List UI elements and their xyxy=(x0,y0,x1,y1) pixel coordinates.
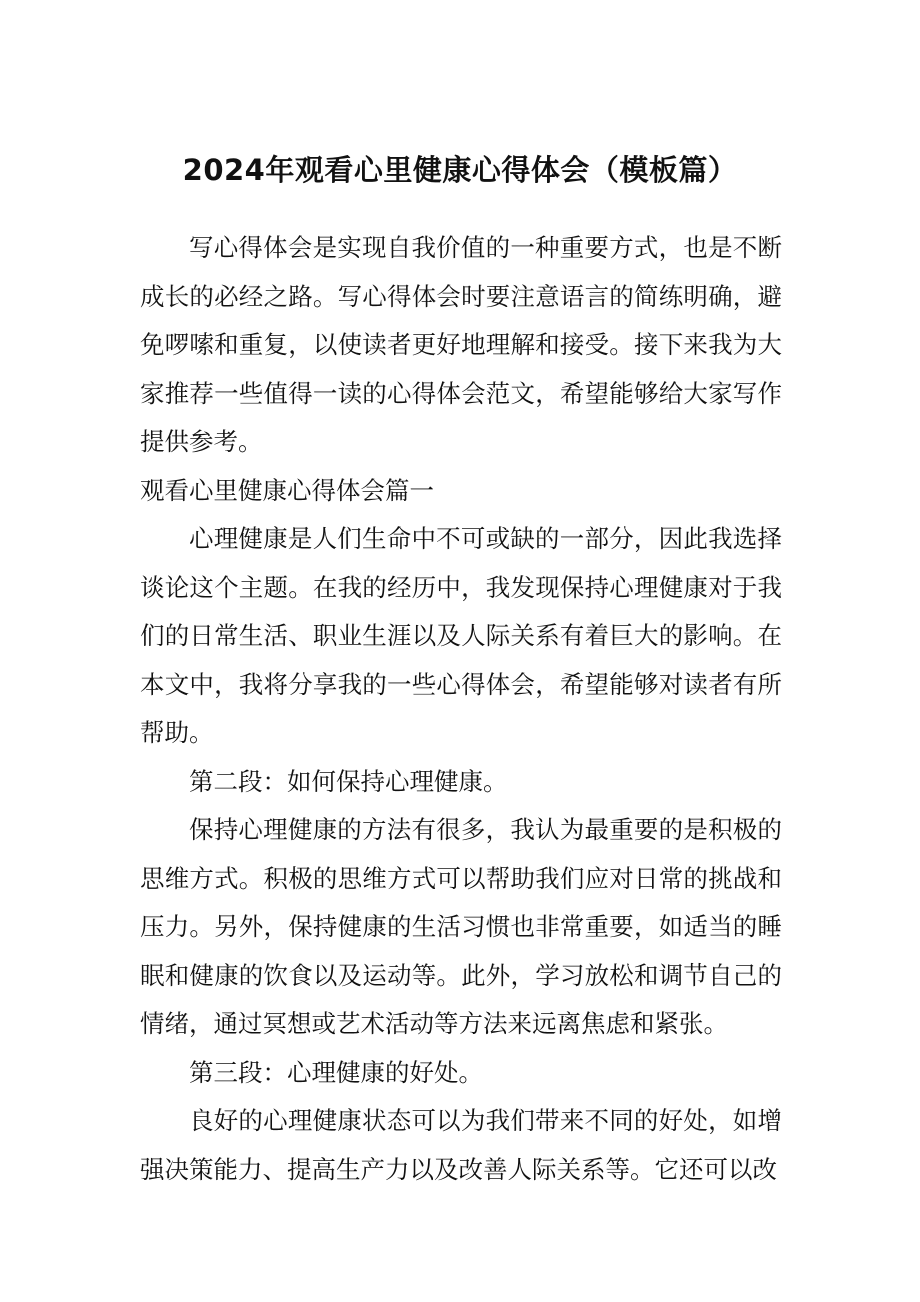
subheading-2: 第二段：如何保持心理健康。 xyxy=(189,766,508,796)
document-body xyxy=(140,224,782,1194)
intro-paragraph: 写心得体会是实现自我价值的一种重要方式，也是不断成长的必经之路。写心得体会时要注意语言的简练明确，避免啰嗦和重复，以使读者更好地理解和接受。接下来我为大家推荐一些值得一读的心得体会范文，希望能够给大家写作提供参考。 xyxy=(140,233,782,456)
body-paragraph-2: 保持心理健康的方法有很多，我认为最重要的是积极的思维方式。积极的思维方式可以帮助我们应对日常的挑战和压力。另外，保持健康的生活习惯也非常重要，如适当的睡眠和健康的饮食以及运动等。此外，学习放松和调节自己的情绪，通过冥想或艺术活动等方法来远离焦虑和紧张。 xyxy=(140,815,782,1038)
subheading-3: 第三段：心理健康的好处。 xyxy=(189,1057,483,1087)
document-title: 2024年观看心里健康心得体会（模板篇） xyxy=(182,153,738,187)
body-paragraph-3: 良好的心理健康状态可以为我们带来不同的好处，如增强决策能力、提高生产力以及改善人际关系等。它还可以改 xyxy=(140,1106,782,1184)
section-heading: 观看心里健康心得体会篇一 xyxy=(140,475,434,505)
body-paragraph-1: 心理健康是人们生命中不可或缺的一部分，因此我选择谈论这个主题。在我的经历中，我发现保持心理健康对于我们的日常生活、职业生涯以及人际关系有着巨大的影响。在本文中，我将分享我的一些心得体会，希望能够对读者有所帮助。 xyxy=(140,524,782,747)
